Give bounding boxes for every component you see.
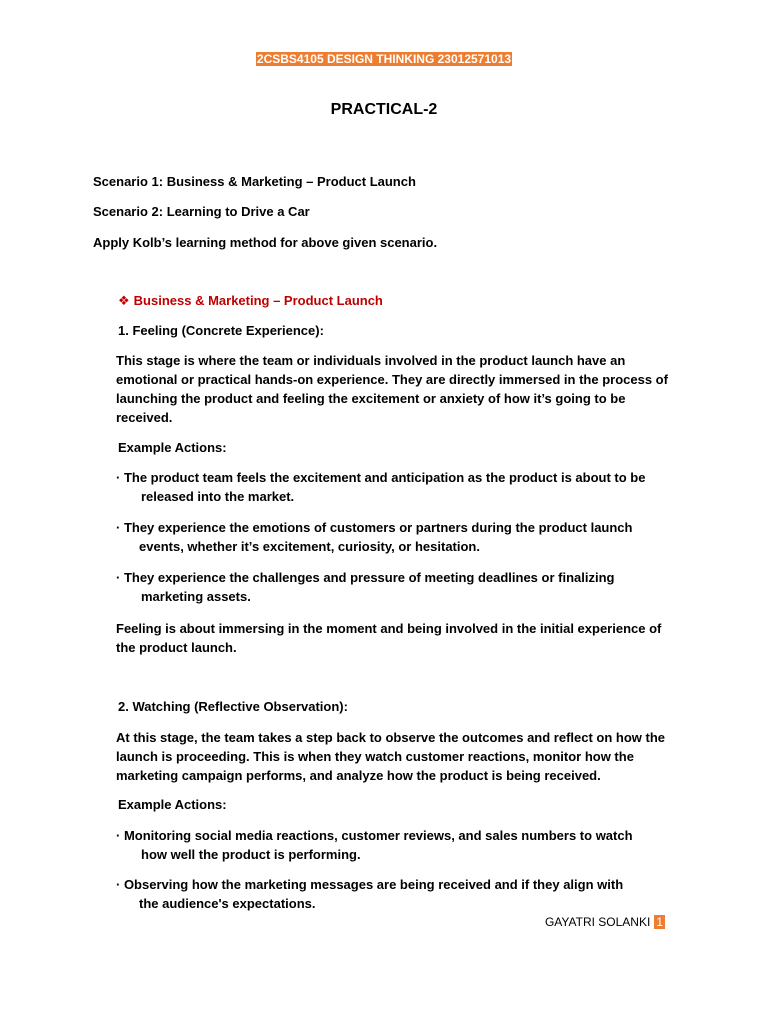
watching-paragraph: At this stage, the team takes a step back to observe the outcomes and reflect on how the launch is proceeding. This is when they watch customer reactions, monitor how the marketing campaign performs, and analyze how the product is being received. [116,730,666,783]
list-item-continuation: the audience's expectations. [139,896,316,911]
list-item [116,518,676,556]
section-heading [118,293,383,309]
list-item [116,468,676,506]
list-item-first-line: · Monitoring social media reactions, customer reviews, and sales numbers to watch [116,828,633,843]
feeling-paragraph: This stage is where the team or individuals involved in the product launch have an emotional or practical hands-on experience. They are directly immersed in the process of launching the product and feeling the excitement or anxiety of how it’s going to be received. [116,353,668,425]
list-item [116,568,676,606]
list-item-first-line: · The product team feels the excitement and anticipation as the product is about to be [116,470,646,485]
list-item-continuation: events, whether it’s excitement, curiosity, or hesitation. [139,539,480,554]
footer-author: GAYATRI SOLANKI [544,915,651,929]
course-code-highlight: 2CSBS4105 DESIGN THINKING 23012571013 [256,52,512,66]
list-item-first-line: · Observing how the marketing messages are being received and if they align with [116,877,624,892]
feeling-example-label: Example Actions: [118,440,227,455]
section-heading-text: Business & Marketing – Product Launch [133,293,383,308]
instruction-line: Apply Kolb’s learning method for above given scenario. [93,235,438,250]
watching-heading: 2. Watching (Reflective Observation): [118,699,348,714]
page-number: 1 [656,915,663,929]
page-footer [545,915,665,929]
list-item-first-line: · They experience the challenges and pressure of meeting deadlines or finalizing [116,570,615,585]
feeling-summary: Feeling is about immersing in the moment and being involved in the initial experience of the product launch. [116,621,662,655]
list-item-first-line: · They experience the emotions of customers or partners during the product launch [116,520,633,535]
list-item [116,826,676,864]
watching-example-label: Example Actions: [118,797,227,812]
diamond-bullet-icon: ❖ [118,293,130,308]
page-title: PRACTICAL-2 [330,101,438,118]
scenario-2: Scenario 2: Learning to Drive a Car [93,204,310,219]
list-item-continuation: how well the product is performing. [141,847,361,862]
list-item-continuation: marketing assets. [141,589,251,604]
feeling-heading: 1. Feeling (Concrete Experience): [118,323,324,338]
list-item [116,875,676,913]
scenario-1: Scenario 1: Business & Marketing – Product Launch [93,174,416,189]
list-item-continuation: released into the market. [141,489,295,504]
page-header [0,52,768,66]
